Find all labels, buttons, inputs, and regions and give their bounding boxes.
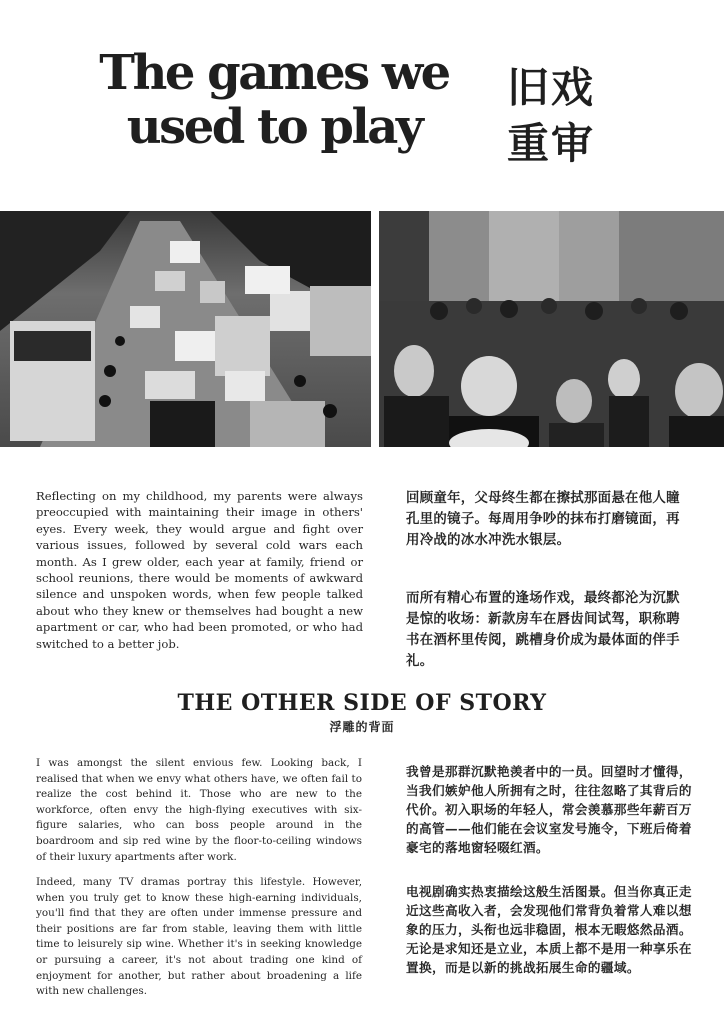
story-paragraph-en-2: Indeed, many TV dramas portray this lifestyle. However, when you truly get to know these high-earning individuals, you'll find that they are often under immense pressure and their positions are far from stable, leaving them with little time to leisurely sip wine. Whether it's in seeking knowledge or pursuing a career, it's not about trading one kind of enjoyment for another, but rather about broadening a life with new challenges. [36, 876, 362, 998]
intro-paragraph-en: Reflecting on my childhood, my parents were always preoccupied with maintaining their image in others' eyes. Every week, they would argue and fight over various issues, followed by several cold wars each month. As I grew older, each year at family, friend or school reunions, there would be moments of awkward silence and unspoken words, when few people talked about who they knew or themselves had bought a new apartment or car, who had been promoted, or who had switched to a better job. [36, 489, 363, 651]
crowd-photo [379, 211, 724, 447]
title-english [78, 46, 470, 154]
story-paragraph-zh-1: 我曾是那群沉默艳羡者中的一员。回望时才懂得，当我们嫉妒他人所拥有之时，往往忽略了其背后的代价。初入职场的年轻人，常会羡慕那些年薪百万的高管——他们能在会议室发号施令，下班后倚着豪宅的落地窗轻啜红酒。 [406, 764, 692, 855]
title-en-line-2: used to play [126, 99, 422, 155]
title-zh-line-2: 重审 [507, 119, 596, 168]
title-chinese [507, 60, 617, 172]
title-zh-line-1: 旧戏 [507, 63, 596, 112]
header [0, 0, 724, 200]
story-paragraph-en-1: I was amongst the silent envious few. Looking back, I realised that when we envy what others have, we often fail to realize the cost behind it. Those who are new to the workforce, often envy the high-flying executives with six-figure salaries, who can boss people around in the boardroom and sip red wine by the floor-to-ceiling windows of their luxury apartments after work. [36, 757, 362, 863]
section-title: THE OTHER SIDE OF STORY [177, 690, 547, 716]
title-en-line-1: The games we [99, 45, 449, 101]
intro-paragraph-zh-2: 而所有精心布置的逢场作戏，最终都沦为沉默是惊的收场：新款房车在唇齿间试驾，职称聘书在酒杯里传阅，跳槽身价成为最体面的伴手礼。 [406, 591, 680, 669]
traffic-jam-photo [0, 211, 371, 447]
intro-paragraph-zh-1: 回顾童年，父母终生都在擦拭那面悬在他人瞳孔里的镜子。每周用争吵的抹布打磨镜面，再用冷战的冰水冲洗水银层。 [406, 491, 680, 548]
section-subtitle: 浮雕的背面 [329, 720, 395, 734]
story-paragraph-zh-2: 电视剧确实热衷描绘这般生活图景。但当你真正走近这些高收入者，会发现他们常背负着常人难以想象的压力，头衔也远非稳固，根本无暇悠然品酒。无论是求知还是立业，本质上都不是用一种享乐在置换，而是以新的挑战拓展生命的疆域。 [406, 884, 692, 975]
